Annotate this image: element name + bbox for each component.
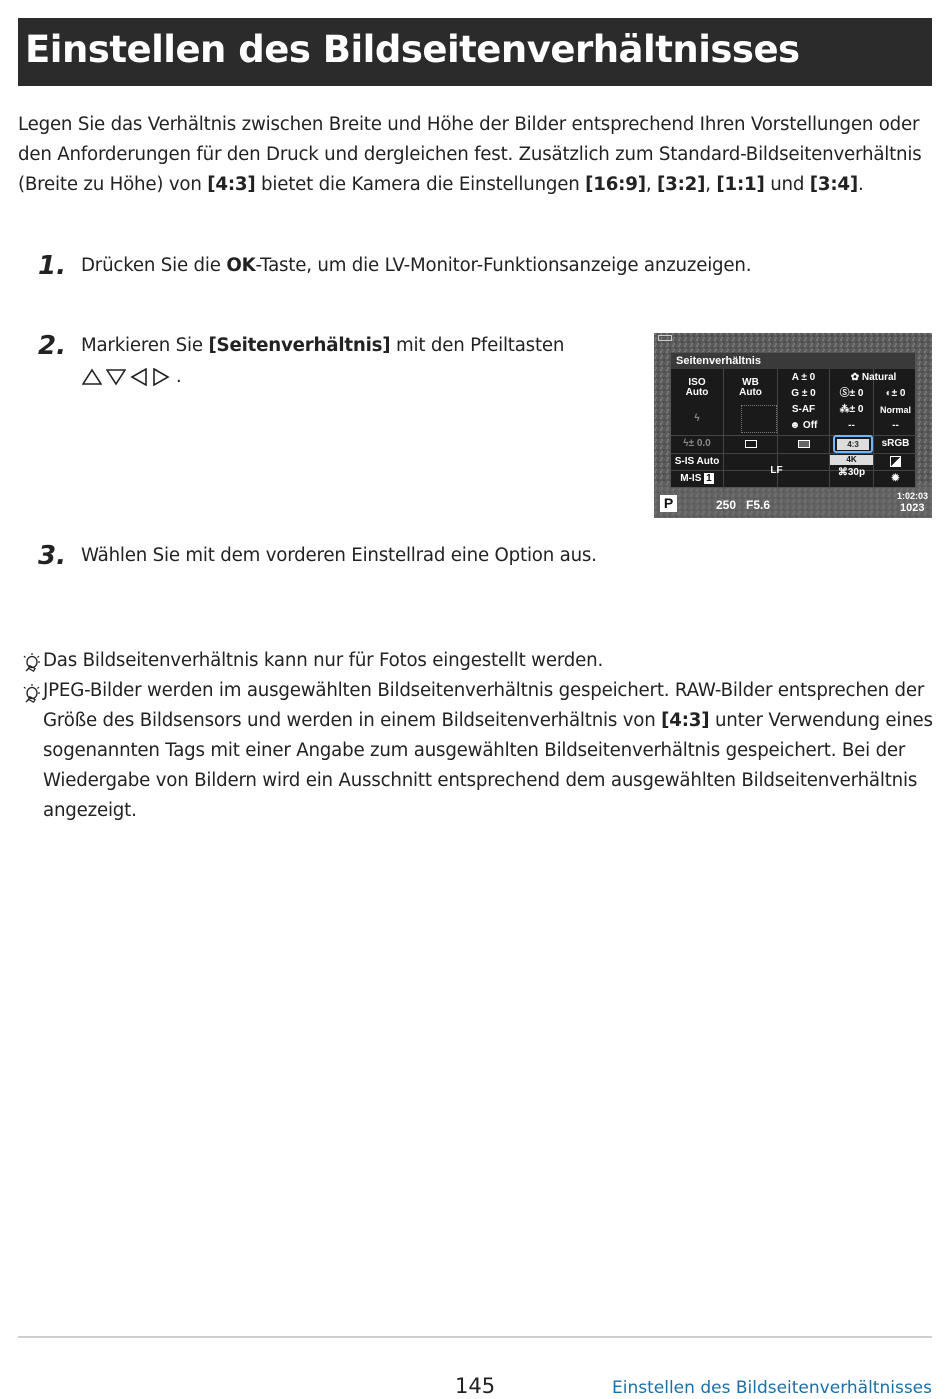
- tip-2-text: JPEG-Bilder werden im ausgewählten Bildseitenverhältnis gespeichert. RAW-Bilder entsprechen der Größe des Bildsensors und werden in einem Bildseitenverhältnis von [4:3] unter Verwendung eines sogenannten Tags mit einer Angabe zum ausgewählten Bildseitenverhältnis gespeichert. Bei der Wiedergabe von Bildern wird ein Ausschnitt entsprechend dem ausgewählten Bildseitenverhältnis angezeigt.: [43, 680, 933, 821]
- remaining-time: 1:02:03: [897, 491, 929, 501]
- af-area-icon: [741, 405, 777, 433]
- ratio-16-9: [16:9]: [585, 174, 646, 195]
- ratio-3-2: [3:2]: [657, 174, 706, 195]
- aperture-value: F5.6: [746, 498, 771, 512]
- iso-setting: ISO Auto: [685, 377, 709, 398]
- saturation: ⁂± 0: [839, 404, 864, 415]
- stabilizer-movie: M-IS 1: [680, 473, 712, 484]
- gradation: Normal: [879, 405, 911, 415]
- step-2-number: 2.: [38, 331, 66, 361]
- sharpness-icon: Ⓢ: [839, 388, 850, 399]
- metering-icon: [778, 437, 829, 451]
- intro-paragraph: [18, 110, 932, 200]
- tone-icon: [874, 454, 917, 469]
- intro-line: (Breite zu Höhe) von [4:3] bietet die Kamera die Einstellungen [16:9], [3:2], [1:1] und [3:4].: [18, 174, 864, 195]
- function-panel: [670, 352, 916, 488]
- contrast: ◐± 0: [885, 388, 906, 399]
- video-framerate: ⌘30p: [837, 467, 866, 478]
- arrow-keys: [82, 364, 182, 390]
- intro-line: Legen Sie das Verhältnis zwischen Breite und Höhe der Bilder entsprechend Ihren Vorstellungen oder: [18, 114, 920, 135]
- camera-lv-screen: [654, 333, 932, 518]
- video-icon: ⌘: [837, 467, 848, 478]
- sharpness: Ⓢ± 0: [839, 388, 864, 399]
- step-3-text: Wählen Sie mit dem vorderen Einstellrad eine Option aus.: [81, 545, 597, 566]
- picture-mode: ✿ Natural: [850, 372, 897, 383]
- shooting-mode-badge: P: [660, 495, 677, 512]
- flash-icon: ϟ: [694, 413, 700, 424]
- intro-line: den Anforderungen für den Druck und dergleichen fest. Zusätzlich zum Standard-Bildseitenverhältnis: [18, 144, 922, 165]
- remaining-shots: 1023: [900, 502, 925, 514]
- face-icon: ☻: [789, 420, 801, 431]
- saturation-icon: ⁂: [839, 404, 850, 415]
- step-3-number: 3.: [38, 541, 66, 571]
- aspect-ratio-value: 4:3: [837, 439, 869, 450]
- dash-cell: --: [848, 420, 855, 431]
- ok-key-label: OK: [226, 255, 256, 276]
- flash-comp-icon: ϟ: [683, 438, 689, 449]
- quality-size-icon: L: [770, 464, 777, 476]
- dash-cell: --: [892, 420, 899, 431]
- down-arrow-icon: [106, 368, 126, 386]
- step-2-text: Markieren Sie [Seitenverhältnis] mit den Pfeiltasten: [81, 335, 565, 356]
- tip-1-text: Das Bildseitenverhältnis kann nur für Fotos eingestellt werden.: [43, 650, 604, 671]
- ratio-4-3: [4:3]: [661, 710, 710, 731]
- footer-divider: [18, 1336, 932, 1338]
- up-arrow-icon: [82, 368, 102, 386]
- step-1-number: 1.: [38, 251, 66, 281]
- tip-bulb-icon: [20, 683, 42, 705]
- sentence-period: .: [176, 366, 182, 387]
- video-resolution: 4K: [830, 455, 873, 465]
- color-space: sRGB: [881, 438, 910, 449]
- ratio-4-3: [4:3]: [207, 174, 256, 195]
- wb-a-adjust: A ± 0: [791, 372, 816, 383]
- left-arrow-icon: [130, 368, 148, 386]
- shutter-speed: 250: [716, 498, 737, 512]
- contrast-icon: ◐: [885, 388, 892, 399]
- wb-g-adjust: G ± 0: [791, 388, 816, 399]
- image-quality: LF: [770, 464, 783, 476]
- step-1-text: Drücken Sie die OK-Taste, um die LV-Monitor-Funktionsanzeige anzuzeigen.: [81, 255, 752, 276]
- right-arrow-icon: [152, 368, 170, 386]
- ratio-3-4: [3:4]: [809, 174, 858, 195]
- picture-mode-icon: ✿: [850, 372, 860, 383]
- aspect-ratio-menu-label: [Seitenverhältnis]: [208, 335, 391, 356]
- battery-icon: [658, 335, 672, 341]
- wb-setting: WB Auto: [739, 377, 762, 398]
- page-number: 145: [455, 1374, 496, 1398]
- flash-compensation: ϟ± 0.0: [683, 438, 711, 449]
- panel-title: Seitenverhältnis: [671, 353, 915, 369]
- stabilizer-still: S-IS Auto: [674, 455, 720, 467]
- section-link[interactable]: Einstellen des Bildseitenverhältnisses: [612, 1378, 932, 1398]
- settings-gear-icon: ✹: [891, 473, 900, 484]
- face-priority: ☻ Off: [789, 420, 818, 431]
- page-title: Einstellen des Bildseitenverhältnisses: [18, 18, 932, 86]
- af-mode: S-AF: [791, 404, 816, 415]
- ratio-1-1: [1:1]: [716, 174, 765, 195]
- drive-mode-icon: [724, 437, 777, 451]
- tip-bulb-icon: [20, 652, 42, 674]
